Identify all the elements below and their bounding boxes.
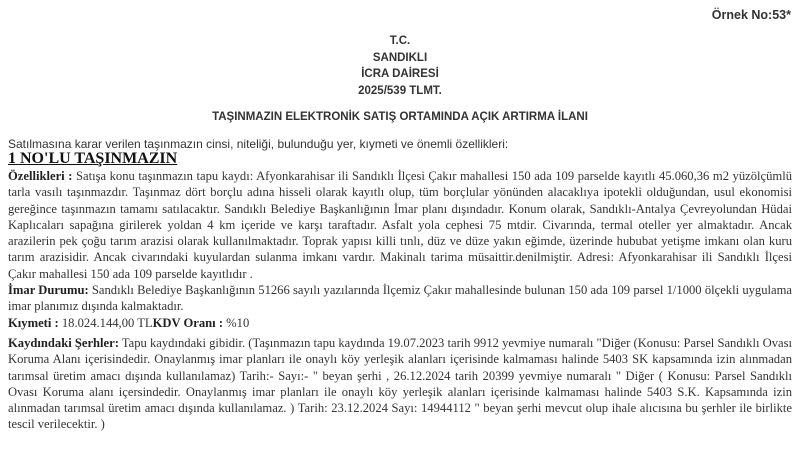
conditions-label: Kaydındaki Şerhler: bbox=[8, 335, 119, 350]
header-country: T.C. bbox=[389, 35, 411, 47]
document-body bbox=[8, 168, 792, 433]
value-paragraph bbox=[8, 315, 792, 331]
zoning-label: İmar Durumu: bbox=[8, 283, 89, 298]
value-amount: 18.024.144,00 TL bbox=[58, 315, 153, 330]
features-paragraph bbox=[8, 168, 792, 282]
features-label: Özellikleri : bbox=[8, 169, 73, 183]
header-file-number: 2025/539 TLMT. bbox=[358, 85, 442, 98]
vat-rate: %10 bbox=[223, 315, 250, 330]
conditions-text: Tapu kaydındaki gibidir. (Taşınmazın tapu kaydında 19.07.2023 tarih 9912 yevmiye numaralı "Diğer (Konusu: Parsel Sandıklı Ovası Koruma Alanı içerisindedir. Onaylanmış imar planları ile onaylı köy yerleşik alanları içerisinde kalmaması halinde 5403 SK kapsamında izin alınmadan tarımsal üretim amacı dışında kullanılamaz) Tarih:- Sayı:- " beyan şerhi , 26.12.2024 tarih 20399 yevmiye numaralı " Diğer ( Konusu: Parsel Sandıklı Ovası Koruma alanı içersindedir. Onaylanmış imar planları ile onaylı köy yerleşik alanları içerisinde kalmaması halinde 5403 S.K. Kapsamında izin alınmadan tarımsal üretim amacı dışında kullanılamaz. ) Tarih: 23.12.2024 Sayı: 14944112 " beyan şerhi mevcut olup ihale alıcısına bu şerhler ile birlikte tescil verilecektir. ) bbox=[8, 335, 792, 432]
document-title: TAŞINMAZIN ELEKTRONİK SATIŞ ORTAMINDA AÇIK ARTIRMA İLANI bbox=[212, 111, 588, 123]
vat-label: KDV Oranı : bbox=[152, 315, 224, 330]
header-district: SANDIKLI bbox=[372, 51, 428, 64]
court-header bbox=[0, 33, 800, 100]
property-heading: 1 NO'LU TAŞINMAZIN bbox=[8, 150, 178, 167]
value-label: Kıymeti : bbox=[8, 315, 59, 330]
zoning-text: Sandıklı Belediye Başkanlığının 51266 sayılı yazılarında İlçemiz Çakır mahallesinde bulunan 150 ada 109 parsel 1/1000 ölçekli uygulama imar planımız dışında kalmaktadır. bbox=[8, 283, 792, 314]
intro-text: Satılmasına karar verilen taşınmazın cinsi, niteliği, bulunduğu yer, kıymeti ve önemli özellikleri: bbox=[8, 137, 509, 151]
conditions-paragraph bbox=[8, 335, 792, 433]
features-text: Satışa konu taşınmazın tapu kaydı: Afyonkarahisar ili Sandıklı İlçesi Çakır mahallesi 150 ada 109 parselde kayıtlı 45.060,36 m2 yüzölçümlü tarla vasılı taşınmazdır. Taşınmaz dört borçlu adına hisseli olarak kayıtlı olup, tüm borçlular yönünden alacaklıya ipotekli olduğundan, usul ekonomisi gereğince taşınmazın tamamı satılacaktır. Sandıklı Belediye Başkanlığının İmar planı dışındadır. Konum olarak, Sandıklı-Antalya Çevreyolundan Hüdai Kaplıcaları sapağına girilerek yoldan 4 km içeride ve karşı taraftadır. Asfalt yola cephesi 75 mtdir. Civarında, termal oteller yer almaktadır. Ancak arazilerin pek çoğu tarım arazisi olarak kullanılmaktadır. Toprak yapısı killi tınlı, düz ve düze yakın eğimde, üzerinde hububat yetişme imkanı olan kuru tarım arazisidir. Ancak civarındaki kuyulardan sulanma imkanı vardır. Makinalı tarima müsaittir.denilmiştir. Adresi: Afyonkarahisar ili Sandıklı İlçesi Çakır mahallesi 150 ada 109 parselde kayıtlıdır . bbox=[8, 169, 793, 281]
zoning-paragraph bbox=[8, 282, 792, 315]
sample-number: Örnek No:53* bbox=[711, 8, 791, 22]
header-office: İCRA DAİRESİ bbox=[361, 68, 439, 81]
